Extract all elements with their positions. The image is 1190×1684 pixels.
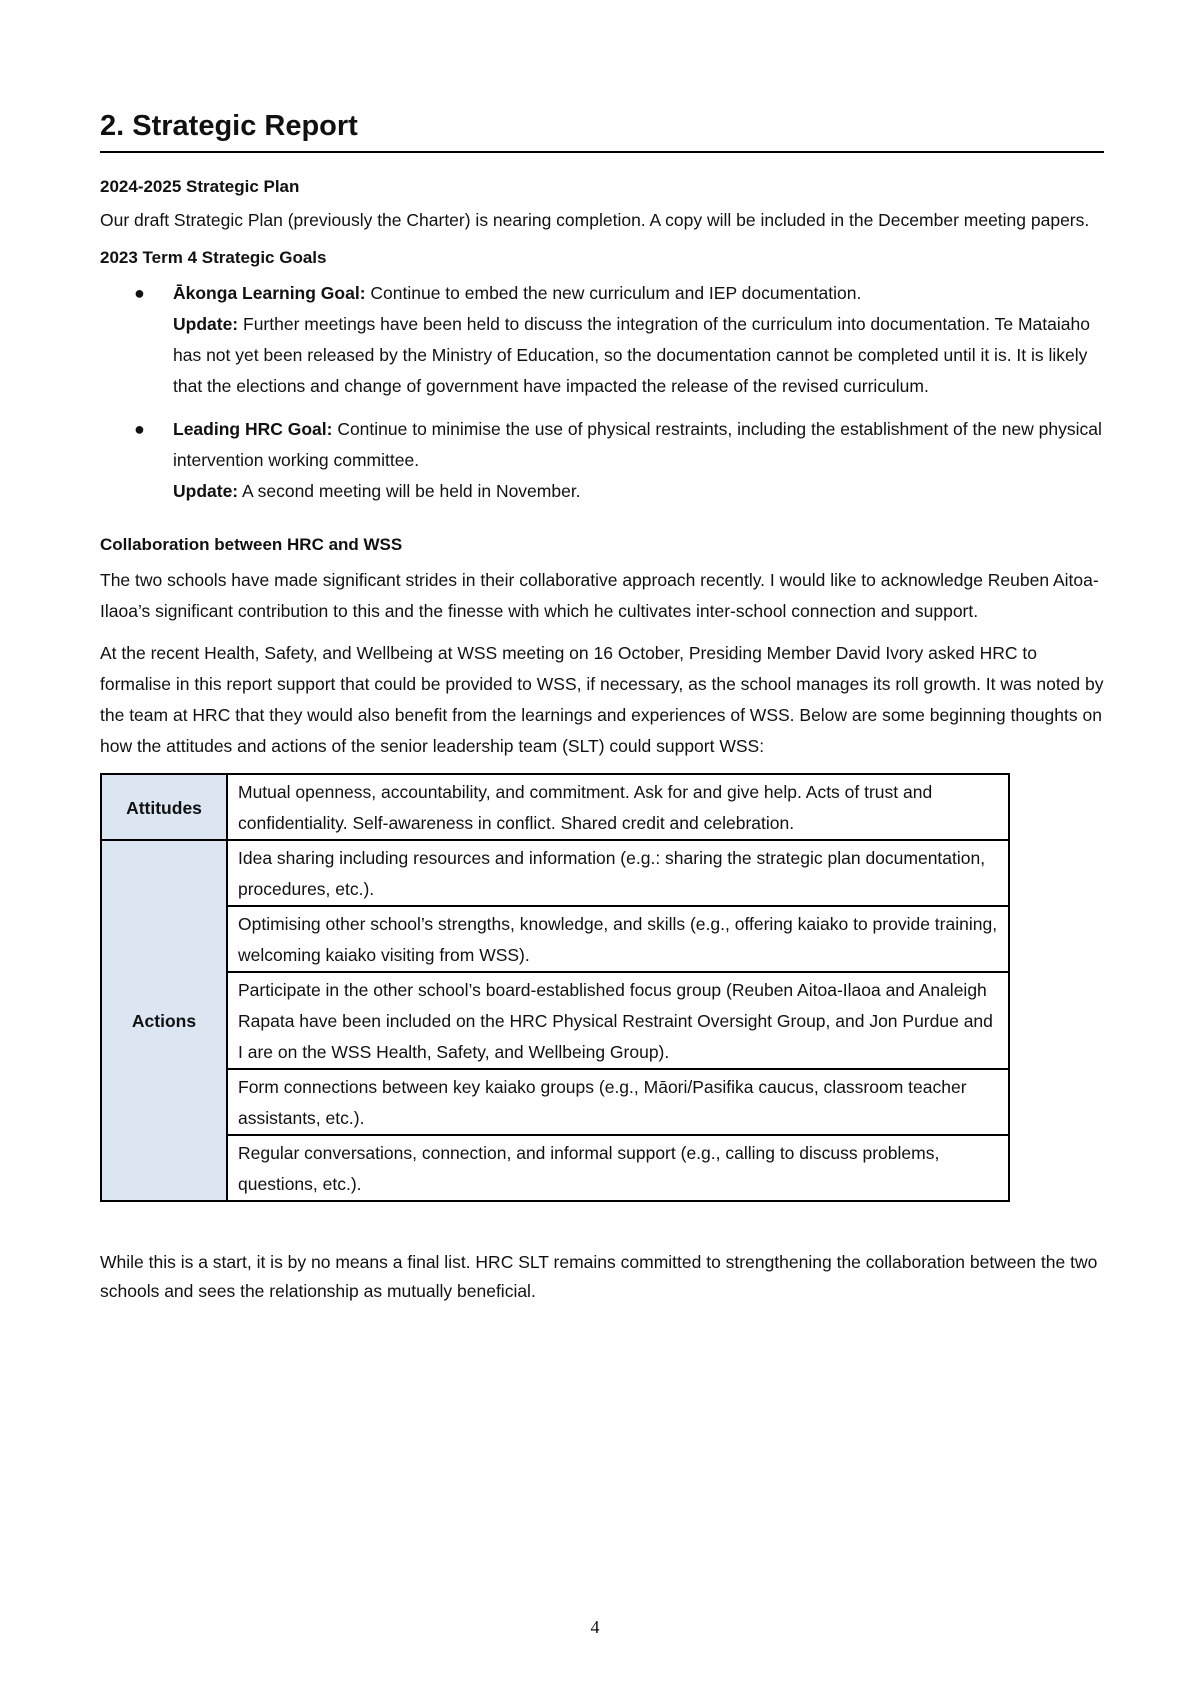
update-text: Further meetings have been held to discuss the integration of the curriculum into documentation. Te Mataiaho has not yet been released by the Ministry of Education, so the documentation cannot be completed until it is. It is likely that the elections and change of government have impacted the release of the revised curriculum. <box>173 314 1090 396</box>
attitudes-label: Attitudes <box>101 774 227 840</box>
table-row <box>101 840 1009 906</box>
goal-item-leading-hrc <box>100 414 1104 507</box>
table-row <box>101 1069 1009 1135</box>
update-label: Update: <box>173 481 239 501</box>
strategic-plan-heading: 2024-2025 Strategic Plan <box>100 177 300 196</box>
table-row <box>101 1135 1009 1201</box>
bullet-icon: ● <box>134 283 145 303</box>
page-number: 4 <box>590 1617 600 1637</box>
page-title: 2. Strategic Report <box>100 110 1104 153</box>
action-cell: Participate in the other school’s board-established focus group (Reuben Aitoa-Ilaoa and Analeigh Rapata have been included on the HRC Physical Restraint Oversight Group, and Jon Purdue and I are on the WSS Health, Safety, and Wellbeing Group). <box>227 972 1009 1069</box>
goal-item-akonga-learning <box>100 278 1104 402</box>
goal-text: Continue to minimise the use of physical restraints, including the establishment of the new physical intervention working committee. <box>173 419 1102 470</box>
goal-statement <box>173 414 1104 476</box>
goal-update <box>173 309 1104 402</box>
action-cell: Optimising other school’s strengths, knowledge, and skills (e.g., offering kaiako to provide training, welcoming kaiako visiting from WSS). <box>227 906 1009 972</box>
table-row <box>101 906 1009 972</box>
strategic-goals-heading: 2023 Term 4 Strategic Goals <box>100 248 327 267</box>
action-cell: Idea sharing including resources and information (e.g.: sharing the strategic plan documentation, procedures, etc.). <box>227 840 1009 906</box>
action-cell: Form connections between key kaiako groups (e.g., Māori/Pasifika caucus, classroom teacher assistants, etc.). <box>227 1069 1009 1135</box>
goal-statement <box>173 278 1104 309</box>
table-row <box>101 972 1009 1069</box>
collaboration-heading: Collaboration between HRC and WSS <box>100 535 403 554</box>
goal-label: Ākonga Learning Goal: <box>173 283 366 303</box>
update-label: Update: <box>173 314 239 334</box>
goal-update <box>173 476 1104 507</box>
strategic-plan-body: Our draft Strategic Plan (previously the Charter) is nearing completion. A copy will be included in the December meeting papers. <box>100 210 1090 230</box>
update-text: A second meeting will be held in November. <box>238 481 581 501</box>
bullet-icon: ● <box>134 419 145 439</box>
strategic-goals-list <box>100 278 1104 507</box>
collaboration-paragraph-2: At the recent Health, Safety, and Wellbeing at WSS meeting on 16 October, Presiding Member David Ivory asked HRC to formalise in this report support that could be provided to WSS, if necessary, as the school manages its roll growth. It was noted by the team at HRC that they would also benefit from the learnings and experiences of WSS. Below are some beginning thoughts on how the attitudes and actions of the senior leadership team (SLT) could support WSS: <box>100 643 1104 756</box>
report-page <box>100 110 1104 1306</box>
collaboration-table <box>100 773 1010 1202</box>
goal-label: Leading HRC Goal: <box>173 419 333 439</box>
goal-text: Continue to embed the new curriculum and IEP documentation. <box>365 283 862 303</box>
table-row <box>101 774 1009 840</box>
action-cell: Regular conversations, connection, and informal support (e.g., calling to discuss problems, questions, etc.). <box>227 1135 1009 1201</box>
collaboration-paragraph-1: The two schools have made significant strides in their collaborative approach recently. I would like to acknowledge Reuben Aitoa-Ilaoa’s significant contribution to this and the finesse with which he cultivates inter-school connection and support. <box>100 570 1099 621</box>
actions-label: Actions <box>101 840 227 1201</box>
closing-paragraph: While this is a start, it is by no means a final list. HRC SLT remains committed to strengthening the collaboration between the two schools and sees the relationship as mutually beneficial. <box>100 1252 1098 1301</box>
attitudes-cell: Mutual openness, accountability, and commitment. Ask for and give help. Acts of trust and confidentiality. Self-awareness in conflict. Shared credit and celebration. <box>227 774 1009 840</box>
